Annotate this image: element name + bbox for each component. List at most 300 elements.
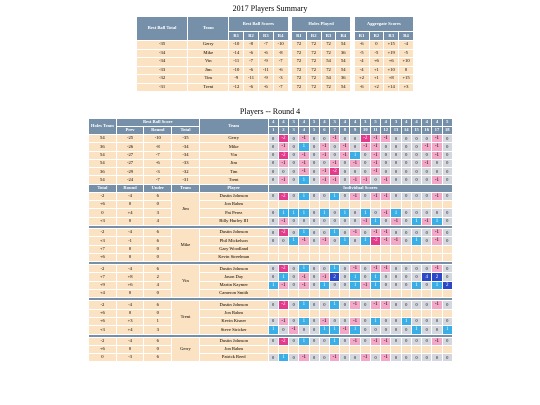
player-header-total: Total	[89, 185, 116, 192]
team-hole-score: 0	[320, 135, 329, 142]
player-hole-score: 0	[340, 338, 349, 345]
team-hole-score: 0	[289, 160, 298, 167]
team-hole-score: 0	[289, 143, 298, 150]
player-hole-score: 1	[320, 282, 329, 289]
player-hole-empty	[340, 254, 349, 261]
team-hole-score: 0	[432, 168, 441, 175]
hole-par-label: 5	[443, 119, 452, 126]
player-hole-score: -1	[350, 229, 359, 236]
team-hole-score: 0	[402, 143, 411, 150]
group-separator	[89, 298, 452, 300]
player-hole-score: 1	[371, 218, 380, 225]
team-hole-score: 0	[422, 176, 431, 183]
player-hole-empty	[412, 310, 421, 317]
player-hole-score: 0	[402, 326, 411, 333]
hole-par-label: 3	[391, 119, 400, 126]
player-hole-score: 0	[320, 265, 329, 272]
team-hole-score: 0	[361, 160, 370, 167]
player-hole-score: 1	[299, 209, 308, 216]
player-total: +3	[89, 218, 116, 225]
team-hole-score: -1	[371, 143, 380, 150]
player-hole-score: -1	[361, 282, 370, 289]
player-hole-score: -1	[432, 237, 441, 244]
summary-agg-score: +2	[355, 75, 369, 83]
player-hole-empty	[391, 201, 400, 208]
player-hole-empty	[402, 346, 411, 353]
player-hole-score: 0	[279, 326, 288, 333]
player-round: +8	[117, 273, 144, 280]
summary-table	[136, 16, 414, 92]
player-hole-score: 0	[269, 354, 278, 361]
player-hole-score: 0	[361, 318, 370, 325]
player-total: -2	[89, 301, 116, 308]
team-hole-score: 0	[443, 152, 452, 159]
player-hole-empty	[320, 201, 329, 208]
player-row	[89, 246, 452, 253]
player-hole-empty	[412, 246, 421, 253]
summary-bb-score: -9	[229, 75, 243, 83]
summary-agg-score: +10	[384, 67, 398, 75]
player-hole-score: -1	[330, 354, 339, 361]
player-hole-score: 0	[289, 265, 298, 272]
player-hole-empty	[443, 310, 452, 317]
player-hole-empty	[330, 246, 339, 253]
player-hole-empty	[350, 346, 359, 353]
hole-number-label: 5	[310, 127, 319, 134]
player-row	[89, 354, 452, 361]
player-under: 0	[144, 290, 171, 297]
player-hole-empty	[299, 290, 308, 297]
summary-holes-played: 36	[336, 75, 350, 83]
player-hole-score: 0	[340, 265, 349, 272]
player-hole-empty	[402, 310, 411, 317]
player-hole-empty	[269, 346, 278, 353]
player-hole-score: 0	[289, 282, 298, 289]
player-hole-score: 1	[330, 326, 339, 333]
summary-title: 2017 Players Summary	[232, 4, 308, 13]
player-hole-score: -1	[299, 237, 308, 244]
hole-number-label: 2	[279, 127, 288, 134]
player-hole-score: 1	[299, 265, 308, 272]
summary-agg-score: +10	[399, 58, 413, 66]
player-hole-score: 0	[422, 265, 431, 272]
round4-team-row	[89, 176, 452, 183]
summary-agg-score: -4	[399, 41, 413, 49]
team-hole-score: 0	[340, 176, 349, 183]
team-hole-score: -1	[320, 152, 329, 159]
player-hole-score: 0	[391, 282, 400, 289]
player-hole-empty	[412, 201, 421, 208]
player-hole-score: 0	[340, 318, 349, 325]
summary-bb-score: -7	[259, 41, 273, 49]
player-hole-empty	[289, 201, 298, 208]
player-hole-score: 0	[391, 301, 400, 308]
player-hole-score: 0	[412, 354, 421, 361]
player-hole-score: 0	[402, 265, 411, 272]
summary-holes-played: 36	[336, 50, 350, 58]
player-hole-score: -1	[432, 265, 441, 272]
player-hole-score: 0	[340, 218, 349, 225]
summary-agg-score: +3	[399, 84, 413, 92]
player-hole-score: 0	[310, 237, 319, 244]
player-row	[89, 318, 452, 325]
team-round: -8	[144, 143, 171, 150]
player-under: 1	[144, 318, 171, 325]
player-hole-empty	[443, 346, 452, 353]
summary-holes-played: 72	[307, 84, 321, 92]
player-hole-score: 0	[310, 273, 319, 280]
player-total: +3	[89, 326, 116, 333]
summary-bb-score: -11	[259, 67, 273, 75]
player-hole-score: 0	[269, 301, 278, 308]
player-hole-empty	[310, 254, 319, 261]
round4-header-best-ball: Best Ball Score	[117, 119, 199, 126]
player-hole-empty	[402, 246, 411, 253]
team-hole-score: 0	[381, 160, 390, 167]
player-header-player: Player	[200, 185, 268, 192]
player-hole-score: 0	[412, 273, 421, 280]
player-hole-empty	[391, 346, 400, 353]
player-hole-score: 0	[289, 229, 298, 236]
player-hole-empty	[391, 254, 400, 261]
player-hole-score: 0	[371, 354, 380, 361]
summary-row	[137, 58, 413, 66]
summary-round-label: R1	[355, 32, 369, 40]
player-under: 0	[144, 254, 171, 261]
player-hole-score: -1	[320, 318, 329, 325]
player-hole-score: 0	[320, 354, 329, 361]
player-hole-score: 1	[432, 282, 441, 289]
player-header-team: Team	[172, 185, 199, 192]
player-hole-score: 1	[340, 237, 349, 244]
player-hole-score: -1	[340, 326, 349, 333]
player-hole-score: 1	[412, 326, 421, 333]
summary-bb-score: -9	[259, 58, 273, 66]
player-hole-score: 2	[330, 273, 339, 280]
summary-agg-score: -5	[399, 50, 413, 58]
player-hole-empty	[422, 201, 431, 208]
player-hole-empty	[422, 310, 431, 317]
player-total: -2	[89, 338, 116, 345]
summary-holes-played: 72	[322, 67, 336, 75]
player-hole-score: 0	[381, 273, 390, 280]
player-hole-empty	[432, 346, 441, 353]
player-hole-score: 0	[310, 338, 319, 345]
player-hole-score: -1	[432, 338, 441, 345]
player-hole-score: 0	[422, 282, 431, 289]
summary-bb-score: -10	[229, 41, 243, 49]
player-hole-score: -2	[279, 229, 288, 236]
summary-holes-played: 54	[322, 58, 336, 66]
summary-bb-score: -6	[259, 84, 273, 92]
player-hole-score: 1	[279, 354, 288, 361]
player-hole-empty	[402, 201, 411, 208]
team-hole-score: -1	[340, 143, 349, 150]
team-hole-score: -1	[330, 176, 339, 183]
player-under: 4	[144, 282, 171, 289]
player-hole-empty	[279, 310, 288, 317]
hole-number-label: 3	[289, 127, 298, 134]
player-hole-score: 1	[330, 301, 339, 308]
player-total: +6	[89, 254, 116, 261]
summary-agg-score: +15	[384, 41, 398, 49]
team-hole-score: 0	[402, 152, 411, 159]
round4-team-row	[89, 143, 452, 150]
team-hole-score: 0	[289, 168, 298, 175]
summary-holes-played: 54	[336, 67, 350, 75]
team-hole-score: 0	[269, 160, 278, 167]
player-hole-score: 0	[402, 229, 411, 236]
player-hole-empty	[402, 254, 411, 261]
player-hole-empty	[269, 246, 278, 253]
player-hole-score: -1	[391, 218, 400, 225]
player-hole-score: 0	[361, 229, 370, 236]
player-hole-empty	[330, 201, 339, 208]
team-hole-score: 0	[402, 168, 411, 175]
player-total: +7	[89, 273, 116, 280]
player-hole-score: 0	[432, 318, 441, 325]
summary-header-holes: Holes Played	[292, 17, 350, 31]
hole-par-label: 4	[340, 119, 349, 126]
player-row	[89, 273, 452, 280]
team-hole-score: -1	[361, 143, 370, 150]
player-hole-score: 0	[330, 237, 339, 244]
team-hole-score: -2	[330, 168, 339, 175]
player-name: Steve Stricker	[200, 326, 268, 333]
player-row	[89, 254, 452, 261]
player-hole-empty	[279, 254, 288, 261]
summary-header-total: Best Ball Total	[137, 17, 187, 40]
player-hole-score: 0	[443, 193, 452, 200]
player-hole-score: -1	[422, 218, 431, 225]
team-hole-score: 0	[310, 152, 319, 159]
team-hole-score: -1	[279, 143, 288, 150]
team-hole-score: -1	[330, 135, 339, 142]
team-hole-score: -1	[320, 168, 329, 175]
summary-agg-score: +8	[384, 75, 398, 83]
player-total: +9	[89, 282, 116, 289]
player-name: Jason Day	[200, 273, 268, 280]
player-hole-empty	[279, 346, 288, 353]
player-hole-empty	[299, 346, 308, 353]
player-hole-score: 1	[279, 273, 288, 280]
player-hole-empty	[330, 254, 339, 261]
team-hole-score: 0	[350, 168, 359, 175]
player-hole-empty	[371, 254, 380, 261]
player-hole-score: -1	[381, 338, 390, 345]
player-hole-empty	[381, 246, 390, 253]
team-name: Mike	[200, 143, 268, 150]
team-hole-score: 0	[422, 135, 431, 142]
player-total: -2	[89, 229, 116, 236]
player-hole-score: 0	[422, 326, 431, 333]
player-hole-empty	[402, 290, 411, 297]
player-hole-score: 1	[412, 237, 421, 244]
round4-team-row	[89, 168, 452, 175]
team-holes: 54	[89, 160, 116, 167]
round4-team-row	[89, 152, 452, 159]
player-hole-empty	[371, 246, 380, 253]
player-name: Billy Hurley III	[200, 218, 268, 225]
player-hole-empty	[279, 290, 288, 297]
player-hole-score: 1	[391, 209, 400, 216]
hole-par-label: 5	[371, 119, 380, 126]
player-hole-score: 0	[310, 354, 319, 361]
team-hole-score: -1	[299, 168, 308, 175]
player-name: Dustin Johnson	[200, 229, 268, 236]
player-hole-empty	[289, 290, 298, 297]
player-hole-score: -1	[391, 237, 400, 244]
player-hole-score: 0	[289, 273, 298, 280]
player-row	[89, 282, 452, 289]
player-under: 4	[144, 218, 171, 225]
team-name: Vin	[200, 152, 268, 159]
player-hole-score: 0	[443, 301, 452, 308]
player-hole-score: 0	[381, 218, 390, 225]
player-under: 3	[144, 209, 171, 216]
team-total: -33	[172, 160, 199, 167]
player-hole-score: 1	[361, 237, 370, 244]
summary-header-bb: Best Ball Scores	[229, 17, 287, 31]
team-hole-score: 0	[391, 176, 400, 183]
player-hole-score: 0	[412, 265, 421, 272]
team-hole-score: -1	[422, 160, 431, 167]
hole-par-label: 4	[350, 119, 359, 126]
team-prev: -27	[117, 152, 144, 159]
team-hole-score: 0	[330, 152, 339, 159]
player-hole-score: 0	[412, 193, 421, 200]
player-hole-empty	[432, 290, 441, 297]
team-prev: -26	[117, 143, 144, 150]
player-hole-empty	[289, 346, 298, 353]
player-name: Phil Mickelson	[200, 237, 268, 244]
team-hole-score: 0	[391, 168, 400, 175]
player-under: 3	[144, 326, 171, 333]
summary-agg-score: -6	[355, 41, 369, 49]
player-hole-score: 0	[289, 218, 298, 225]
player-round: +3	[117, 318, 144, 325]
player-hole-empty	[350, 246, 359, 253]
player-hole-score: 0	[269, 237, 278, 244]
player-hole-empty	[310, 201, 319, 208]
player-hole-score: 0	[320, 229, 329, 236]
player-hole-score: 0	[361, 193, 370, 200]
player-hole-score: 0	[289, 193, 298, 200]
player-hole-score: 0	[402, 338, 411, 345]
summary-bb-score: -6	[259, 50, 273, 58]
player-hole-score: 0	[350, 237, 359, 244]
summary-holes-played: 72	[322, 50, 336, 58]
hole-par-label: 4	[432, 119, 441, 126]
summary-team: Jim	[188, 67, 228, 75]
player-hole-score: 0	[443, 218, 452, 225]
player-hole-score: 0	[381, 282, 390, 289]
player-hole-empty	[289, 254, 298, 261]
team-holes: 36	[89, 168, 116, 175]
player-hole-score: 0	[310, 326, 319, 333]
team-hole-score: 0	[310, 176, 319, 183]
summary-agg-score: -5	[355, 50, 369, 58]
player-hole-score: 1	[402, 318, 411, 325]
player-hole-score: 0	[340, 273, 349, 280]
player-hole-score: 0	[269, 218, 278, 225]
player-total: -2	[89, 265, 116, 272]
team-hole-score: 0	[269, 152, 278, 159]
summary-row	[137, 67, 413, 75]
player-row	[89, 218, 452, 225]
summary-holes-played: 54	[336, 84, 350, 92]
player-name: Pat Perez	[200, 209, 268, 216]
team-hole-score: 0	[412, 160, 421, 167]
round4-team-row	[89, 160, 452, 167]
player-hole-empty	[432, 310, 441, 317]
hole-number-label: 18	[443, 127, 452, 134]
player-hole-score: 0	[422, 301, 431, 308]
team-hole-score: -1	[371, 160, 380, 167]
team-hole-score: 0	[443, 135, 452, 142]
group-separator	[89, 335, 452, 337]
player-row	[89, 326, 452, 333]
player-hole-score: -1	[279, 218, 288, 225]
team-hole-score: 0	[381, 152, 390, 159]
player-hole-score: -1	[371, 265, 380, 272]
player-hole-empty	[381, 254, 390, 261]
hole-par-label: 4	[412, 119, 421, 126]
player-hole-empty	[443, 201, 452, 208]
player-hole-score: 0	[289, 301, 298, 308]
team-hole-score: -1	[320, 176, 329, 183]
player-hole-score: -1	[350, 338, 359, 345]
player-hole-score: -1	[381, 193, 390, 200]
summary-row	[137, 84, 413, 92]
player-hole-score: -1	[371, 338, 380, 345]
player-row	[89, 229, 452, 236]
player-row	[89, 346, 452, 353]
summary-holes-played: 72	[292, 84, 306, 92]
team-total: -32	[172, 168, 199, 175]
team-hole-score: -1	[361, 176, 370, 183]
player-hole-empty	[371, 201, 380, 208]
player-hole-score: 0	[391, 265, 400, 272]
round4-header-holes-team: Holes Team	[89, 119, 116, 134]
player-hole-empty	[432, 246, 441, 253]
player-hole-score: 0	[361, 265, 370, 272]
player-hole-score: -1	[299, 282, 308, 289]
player-hole-empty	[320, 246, 329, 253]
player-name: Jon Rahm	[200, 310, 268, 317]
hole-number-label: 17	[432, 127, 441, 134]
player-hole-empty	[443, 290, 452, 297]
team-round: -7	[144, 176, 171, 183]
player-hole-score: 0	[310, 218, 319, 225]
summary-total: -32	[137, 75, 187, 83]
player-hole-empty	[279, 246, 288, 253]
player-hole-score: -1	[320, 237, 329, 244]
player-name: Gary Woodland	[200, 246, 268, 253]
team-total: -31	[172, 176, 199, 183]
player-hole-score: 0	[443, 209, 452, 216]
summary-agg-score: 0	[370, 41, 384, 49]
player-hole-empty	[422, 254, 431, 261]
hole-number-label: 16	[422, 127, 431, 134]
summary-round-label: R2	[370, 32, 384, 40]
team-hole-score: 0	[310, 135, 319, 142]
player-hole-score: 0	[443, 265, 452, 272]
player-hole-score: 0	[381, 326, 390, 333]
player-hole-empty	[310, 290, 319, 297]
player-hole-score: 1	[320, 326, 329, 333]
player-row	[89, 201, 452, 208]
